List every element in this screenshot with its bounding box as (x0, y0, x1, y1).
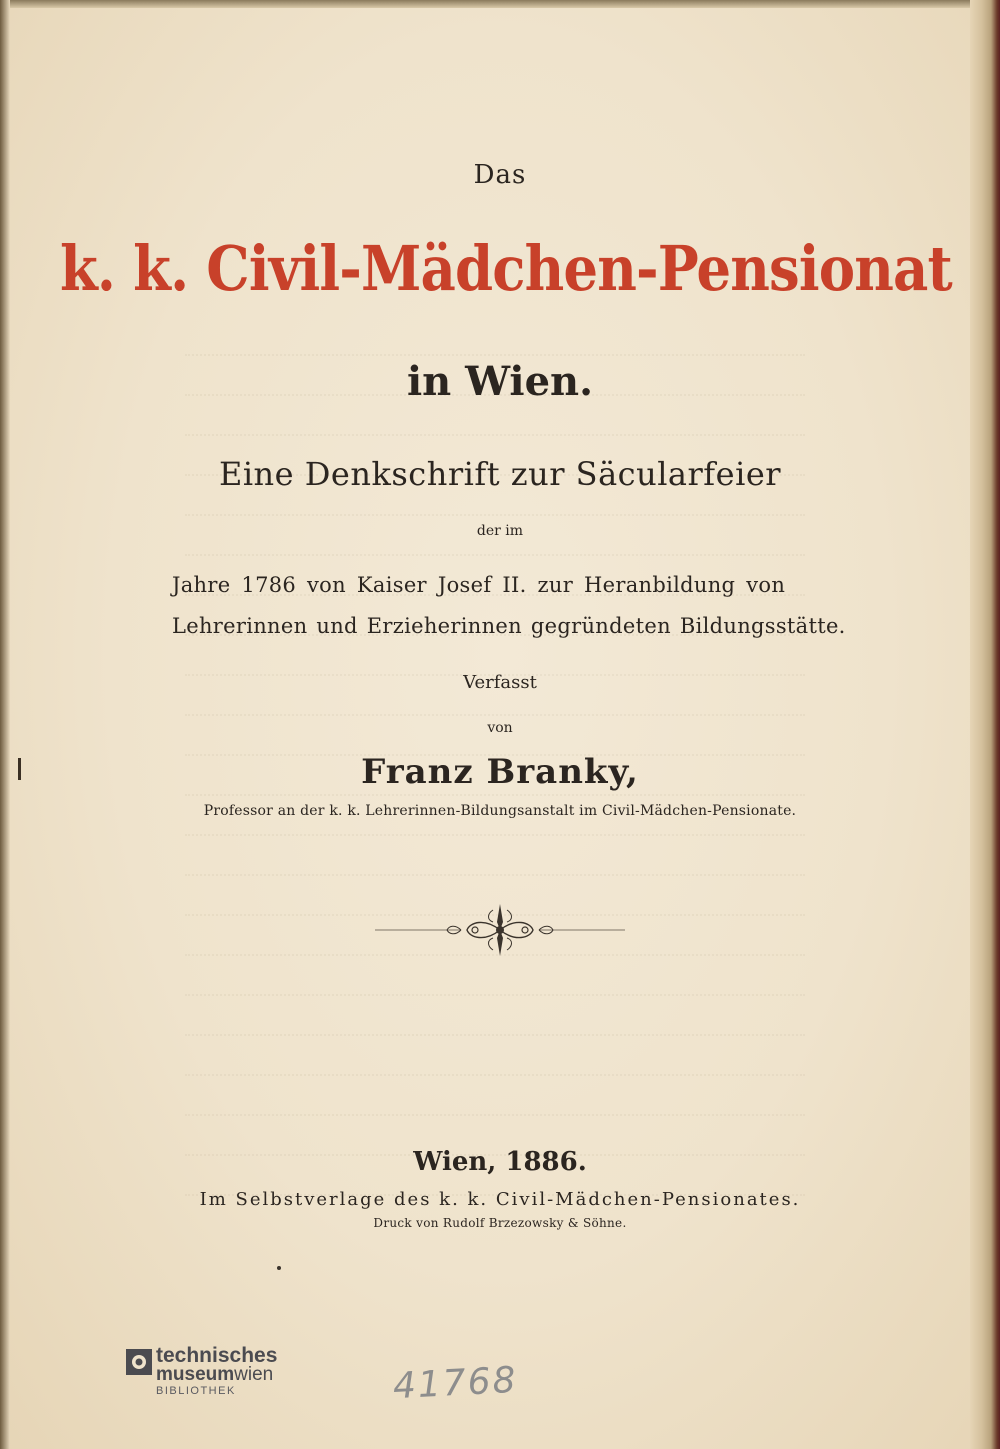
publisher-line: Im Selbstverlage des k. k. Civil-Mädchen-Pensionates. (199, 1189, 801, 1210)
main-title: k. k. Civil-Mädchen-Pensionat (60, 232, 952, 305)
author-name: Franz Branky, (361, 752, 639, 792)
margin-mark (18, 758, 21, 780)
description-line-2: Lehrerinnen und Erzieherinnen gegründeten Bildungsstätte. (172, 614, 846, 638)
subtitle: Eine Denkschrift zur Säcularfeier (218, 455, 782, 493)
library-stamp (126, 1345, 306, 1405)
stamp-line-2 (156, 1365, 273, 1385)
article-das: Das (473, 160, 527, 190)
connector-text: der im (476, 523, 524, 539)
ornament-divider-icon (375, 900, 625, 960)
author-affiliation: Professor an der k. k. Lehrerinnen-Bildungsanstalt im Civil-Mädchen-Pensionate. (203, 803, 797, 819)
page-top-edge (0, 0, 1000, 8)
stamp-wien: wien (234, 1364, 274, 1385)
location-line: in Wien. (406, 358, 594, 405)
stamp-line-1: technisches (156, 1344, 278, 1367)
description-line-1: Jahre 1786 von Kaiser Josef II. zur Heranbildung von (172, 573, 786, 597)
authored-label: Verfasst (463, 672, 537, 693)
inventory-number: 41768 (392, 1359, 519, 1408)
stamp-museum: museum (156, 1364, 235, 1385)
museum-logo-icon (126, 1349, 152, 1375)
ink-speck (277, 1266, 281, 1270)
place-and-year: Wien, 1886. (413, 1147, 587, 1177)
printer-line: Druck von Rudolf Brzezowsky & Söhne. (373, 1216, 627, 1230)
stamp-line-3: BIBLIOTHEK (156, 1385, 236, 1397)
by-label: von (487, 720, 513, 736)
